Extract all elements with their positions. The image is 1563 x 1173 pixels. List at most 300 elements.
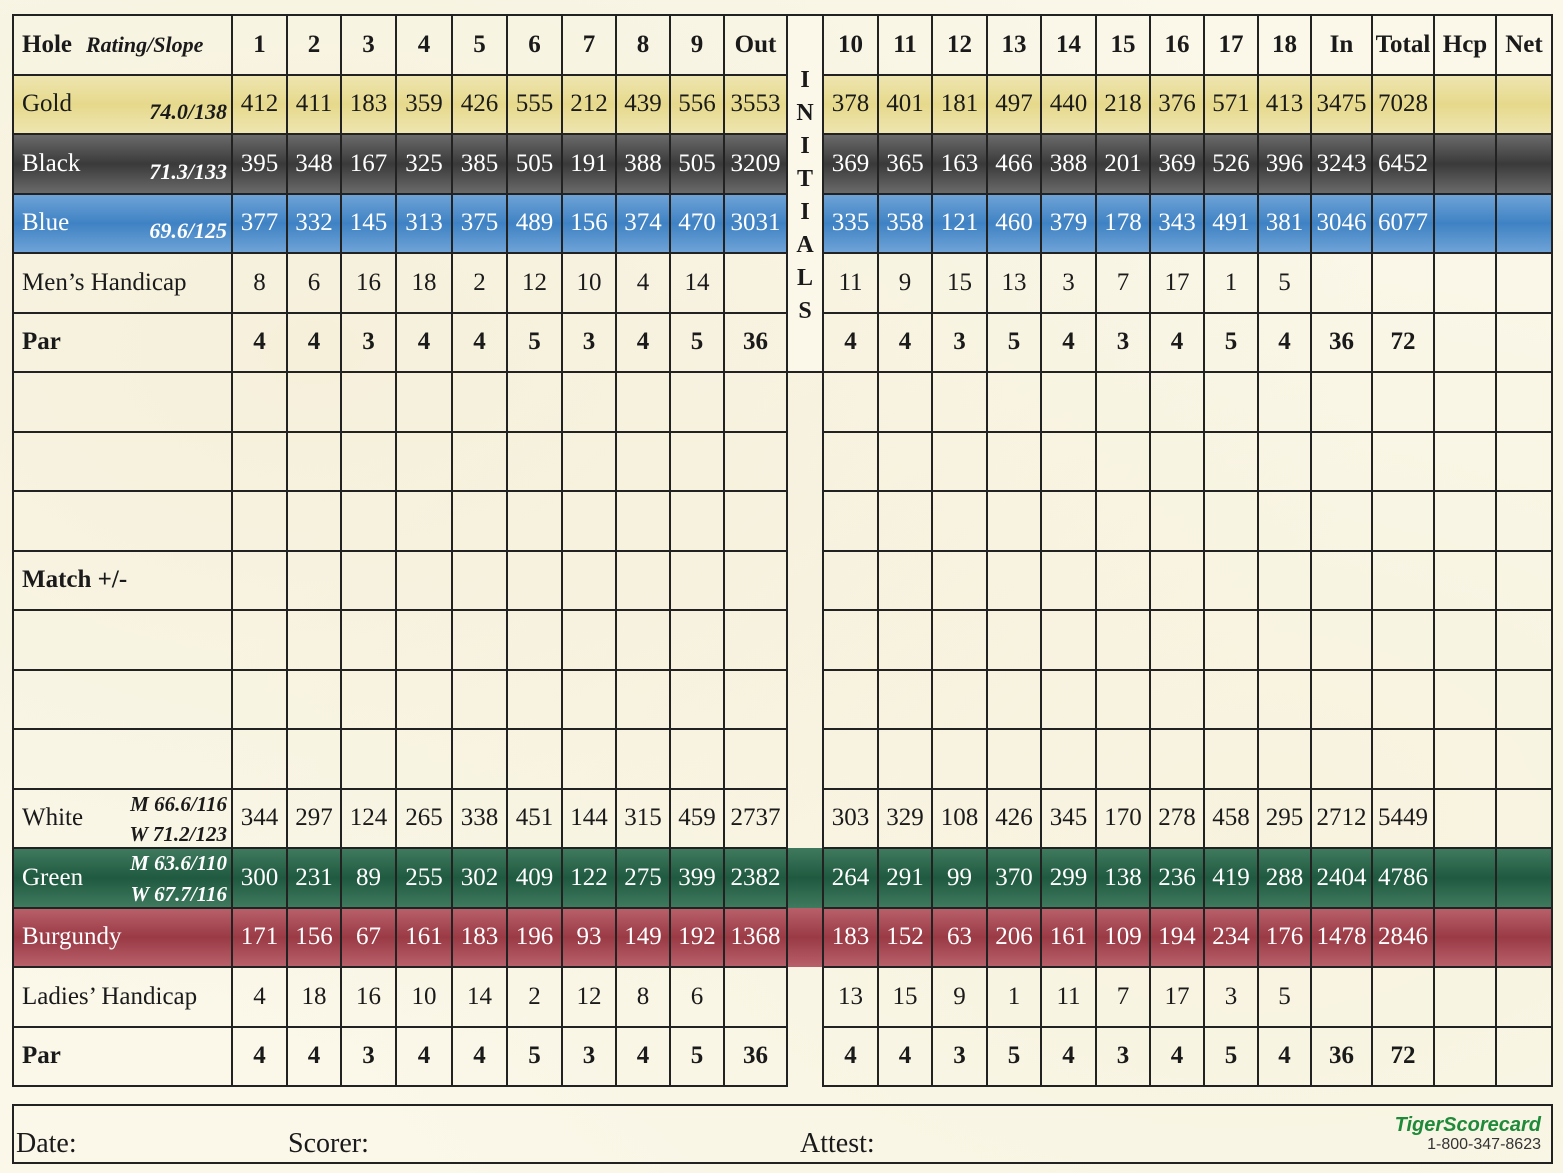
cell: 3 — [932, 313, 987, 373]
cell: 3046 — [1311, 194, 1372, 254]
score-cell[interactable] — [341, 729, 396, 789]
cell: 526 — [1204, 134, 1258, 194]
score-cell[interactable] — [562, 491, 616, 551]
score-cell[interactable] — [1258, 551, 1311, 611]
score-cell[interactable] — [287, 372, 341, 432]
score-cell[interactable] — [724, 610, 787, 670]
score-cell[interactable] — [1372, 491, 1434, 551]
cell: 7 — [562, 15, 616, 75]
cell: 378 — [823, 75, 878, 135]
score-cell[interactable] — [616, 432, 670, 492]
score-cell[interactable] — [1258, 670, 1311, 730]
score-cell[interactable] — [1096, 491, 1150, 551]
score-cell[interactable] — [1204, 551, 1258, 611]
cell: 379 — [1041, 194, 1096, 254]
score-cell[interactable] — [452, 432, 507, 492]
score-cell[interactable] — [823, 491, 878, 551]
score-cell[interactable] — [670, 670, 724, 730]
player-score-row-label[interactable] — [13, 372, 232, 432]
cell: 36 — [1311, 1027, 1372, 1087]
initials-cell[interactable] — [787, 967, 823, 1027]
rating-slope-header: Rating/Slope — [86, 31, 204, 57]
cell: 161 — [396, 908, 452, 968]
score-cell[interactable] — [932, 610, 987, 670]
score-cell[interactable] — [670, 372, 724, 432]
score-cell[interactable] — [452, 372, 507, 432]
score-cell[interactable] — [287, 551, 341, 611]
score-cell[interactable] — [1311, 670, 1372, 730]
score-cell[interactable] — [1150, 610, 1204, 670]
cell: 374 — [616, 194, 670, 254]
score-cell[interactable] — [1311, 610, 1372, 670]
score-cell[interactable] — [987, 432, 1041, 492]
cell — [1372, 967, 1434, 1027]
score-cell[interactable] — [452, 491, 507, 551]
cell: 3475 — [1311, 75, 1372, 135]
score-cell[interactable] — [878, 729, 932, 789]
cell: 167 — [341, 134, 396, 194]
score-cell[interactable] — [562, 372, 616, 432]
gold-rating-slope: 74.0/138 — [149, 99, 227, 124]
score-cell[interactable] — [724, 670, 787, 730]
cell: 3209 — [724, 134, 787, 194]
cell: 4 — [232, 1027, 287, 1087]
score-cell[interactable] — [341, 372, 396, 432]
cell: 144 — [562, 789, 616, 849]
score-cell[interactable] — [616, 372, 670, 432]
cell: 4 — [1150, 1027, 1204, 1087]
cell: 63 — [932, 908, 987, 968]
score-cell[interactable] — [616, 551, 670, 611]
score-cell[interactable] — [287, 729, 341, 789]
score-cell[interactable] — [670, 491, 724, 551]
score-cell[interactable] — [724, 432, 787, 492]
score-cell[interactable] — [670, 610, 724, 670]
cell: 459 — [670, 789, 724, 849]
cell: 212 — [562, 75, 616, 135]
cell: 5 — [670, 1027, 724, 1087]
cell: 194 — [1150, 908, 1204, 968]
cell: 17 — [1150, 967, 1204, 1027]
score-cell[interactable] — [396, 670, 452, 730]
cell: 109 — [1096, 908, 1150, 968]
blue-tee-row — [13, 194, 1552, 254]
score-cell[interactable] — [932, 729, 987, 789]
burgundy-tee-name: Burgundy — [22, 923, 122, 951]
cell: 14 — [452, 967, 507, 1027]
cell: 9 — [878, 253, 932, 313]
score-cell[interactable] — [1150, 432, 1204, 492]
cell: 345 — [1041, 789, 1096, 849]
score-cell[interactable] — [1496, 670, 1552, 730]
cell: In — [1311, 15, 1372, 75]
score-cell[interactable] — [1372, 729, 1434, 789]
cell: 426 — [452, 75, 507, 135]
cell: 409 — [507, 848, 562, 908]
cell: 4 — [823, 313, 878, 373]
score-cell[interactable] — [1258, 610, 1311, 670]
score-cell[interactable] — [341, 432, 396, 492]
cell: 15 — [878, 967, 932, 1027]
score-cell[interactable] — [1096, 670, 1150, 730]
score-cell[interactable] — [1096, 551, 1150, 611]
score-cell[interactable] — [232, 610, 287, 670]
score-cell[interactable] — [452, 670, 507, 730]
cell: 218 — [1096, 75, 1150, 135]
score-cell[interactable] — [396, 551, 452, 611]
score-cell[interactable] — [562, 610, 616, 670]
cell: 12 — [562, 967, 616, 1027]
player-score-row — [13, 670, 1552, 730]
cell — [1434, 908, 1496, 968]
score-cell[interactable] — [987, 610, 1041, 670]
score-cell[interactable] — [878, 372, 932, 432]
score-cell[interactable] — [616, 491, 670, 551]
cell: 396 — [1258, 134, 1311, 194]
score-cell[interactable] — [724, 491, 787, 551]
score-cell[interactable] — [1150, 729, 1204, 789]
green-tee-name: Green — [22, 863, 84, 891]
score-cell[interactable] — [507, 729, 562, 789]
score-cell[interactable] — [1496, 610, 1552, 670]
initials-cell[interactable] — [787, 670, 823, 730]
score-cell[interactable] — [1041, 551, 1096, 611]
player-score-row-label[interactable] — [13, 491, 232, 551]
par-row-bottom-label — [13, 1027, 232, 1087]
cell: 163 — [932, 134, 987, 194]
cell: 4786 — [1372, 848, 1434, 908]
black-tee-name: Black — [22, 149, 81, 177]
score-cell[interactable] — [232, 491, 287, 551]
cell: 440 — [1041, 75, 1096, 135]
score-cell[interactable] — [1041, 729, 1096, 789]
score-cell[interactable] — [1041, 491, 1096, 551]
score-cell[interactable] — [507, 551, 562, 611]
score-cell[interactable] — [932, 551, 987, 611]
score-cell[interactable] — [287, 491, 341, 551]
score-cell[interactable] — [823, 432, 878, 492]
score-cell[interactable] — [1041, 432, 1096, 492]
score-cell[interactable] — [396, 729, 452, 789]
score-cell[interactable] — [396, 491, 452, 551]
score-cell[interactable] — [232, 432, 287, 492]
score-cell[interactable] — [507, 372, 562, 432]
score-cell[interactable] — [341, 491, 396, 551]
score-cell[interactable] — [1434, 551, 1496, 611]
cell: 4 — [287, 1027, 341, 1087]
cell: 15 — [932, 253, 987, 313]
score-cell[interactable] — [452, 551, 507, 611]
score-cell[interactable] — [670, 729, 724, 789]
cell: 178 — [1096, 194, 1150, 254]
score-cell[interactable] — [396, 610, 452, 670]
score-cell[interactable] — [1434, 610, 1496, 670]
score-cell[interactable] — [562, 551, 616, 611]
cell: 358 — [878, 194, 932, 254]
score-cell[interactable] — [287, 670, 341, 730]
player-score-row-label[interactable] — [13, 610, 232, 670]
initials-cell[interactable] — [787, 848, 823, 908]
black-tee-row — [13, 134, 1552, 194]
cell: 571 — [1204, 75, 1258, 135]
initials-cell[interactable] — [787, 729, 823, 789]
player-score-row-label[interactable] — [13, 432, 232, 492]
player-score-row-label[interactable] — [13, 670, 232, 730]
initials-letter: I — [800, 67, 810, 93]
cell: 14 — [670, 253, 724, 313]
white-men-rating: M 66.6/116 — [130, 791, 227, 816]
score-cell[interactable] — [823, 551, 878, 611]
cell — [1434, 134, 1496, 194]
cell: 3 — [1041, 253, 1096, 313]
score-cell[interactable] — [1096, 610, 1150, 670]
cell: 183 — [823, 908, 878, 968]
score-cell[interactable] — [878, 491, 932, 551]
cell: 13 — [987, 15, 1041, 75]
score-cell[interactable] — [724, 551, 787, 611]
initials-cell[interactable] — [787, 491, 823, 551]
score-cell[interactable] — [1311, 491, 1372, 551]
score-cell[interactable] — [341, 610, 396, 670]
player-score-row-label[interactable] — [13, 729, 232, 789]
cell: 36 — [724, 1027, 787, 1087]
score-cell[interactable] — [1434, 729, 1496, 789]
score-cell[interactable] — [1041, 610, 1096, 670]
cell: 67 — [341, 908, 396, 968]
cell: Out — [724, 15, 787, 75]
black-tee-row-label — [13, 134, 232, 194]
score-cell[interactable] — [1204, 491, 1258, 551]
cell: 4 — [1041, 313, 1096, 373]
cell — [1434, 789, 1496, 849]
score-cell[interactable] — [1150, 491, 1204, 551]
cell: 370 — [987, 848, 1041, 908]
score-cell[interactable] — [1372, 432, 1434, 492]
score-cell[interactable] — [1434, 491, 1496, 551]
score-cell[interactable] — [987, 372, 1041, 432]
score-cell[interactable] — [1496, 729, 1552, 789]
score-cell[interactable] — [823, 372, 878, 432]
score-cell[interactable] — [396, 432, 452, 492]
score-cell[interactable] — [616, 610, 670, 670]
score-cell[interactable] — [287, 432, 341, 492]
date-label: Date: — [16, 1128, 77, 1159]
score-cell[interactable] — [341, 551, 396, 611]
tiger-scorecard-logo — [1395, 1114, 1541, 1154]
cell: 4 — [287, 313, 341, 373]
score-cell[interactable] — [287, 610, 341, 670]
score-cell[interactable] — [232, 372, 287, 432]
cell: 9 — [932, 967, 987, 1027]
score-cell[interactable] — [1434, 432, 1496, 492]
score-cell[interactable] — [1204, 729, 1258, 789]
score-cell[interactable] — [1434, 670, 1496, 730]
cell: 72 — [1372, 1027, 1434, 1087]
score-cell[interactable] — [878, 551, 932, 611]
score-cell[interactable] — [232, 551, 287, 611]
score-cell[interactable] — [1372, 610, 1434, 670]
scorecard-table — [12, 14, 1553, 1087]
cell: 381 — [1258, 194, 1311, 254]
cell: 359 — [396, 75, 452, 135]
cell: 11 — [878, 15, 932, 75]
cell: 1 — [1204, 253, 1258, 313]
score-cell[interactable] — [562, 670, 616, 730]
cell: 5 — [1204, 313, 1258, 373]
cell: 458 — [1204, 789, 1258, 849]
cell: 388 — [616, 134, 670, 194]
score-cell[interactable] — [987, 729, 1041, 789]
score-cell[interactable] — [724, 372, 787, 432]
score-cell[interactable] — [1311, 372, 1372, 432]
score-cell[interactable] — [1096, 729, 1150, 789]
score-cell[interactable] — [232, 670, 287, 730]
score-cell[interactable] — [1041, 670, 1096, 730]
score-cell[interactable] — [1204, 432, 1258, 492]
score-cell[interactable] — [1150, 372, 1204, 432]
initials-cell[interactable] — [787, 432, 823, 492]
score-cell[interactable] — [1150, 670, 1204, 730]
initials-cell[interactable] — [787, 908, 823, 968]
cell: 93 — [562, 908, 616, 968]
cell — [1496, 967, 1552, 1027]
cell: 192 — [670, 908, 724, 968]
score-cell[interactable] — [878, 610, 932, 670]
score-cell[interactable] — [1372, 551, 1434, 611]
score-cell[interactable] — [507, 610, 562, 670]
green-tee-row-label — [13, 848, 232, 908]
score-cell[interactable] — [452, 610, 507, 670]
score-cell[interactable] — [1372, 670, 1434, 730]
score-cell[interactable] — [932, 372, 987, 432]
score-cell[interactable] — [1204, 670, 1258, 730]
score-cell[interactable] — [1496, 551, 1552, 611]
score-cell[interactable] — [1496, 491, 1552, 551]
green-men-rating: M 63.6/110 — [130, 851, 227, 875]
score-cell[interactable] — [452, 729, 507, 789]
score-cell[interactable] — [616, 670, 670, 730]
score-cell[interactable] — [341, 670, 396, 730]
cell: 231 — [287, 848, 341, 908]
cell: 15 — [1096, 15, 1150, 75]
cell — [1311, 253, 1372, 313]
cell: 8 — [616, 15, 670, 75]
score-cell[interactable] — [562, 729, 616, 789]
cell — [1372, 253, 1434, 313]
cell: 181 — [932, 75, 987, 135]
score-cell[interactable] — [507, 432, 562, 492]
match-row-label — [13, 551, 232, 611]
cell: 338 — [452, 789, 507, 849]
score-cell[interactable] — [507, 670, 562, 730]
cell: 13 — [987, 253, 1041, 313]
score-cell[interactable] — [1041, 372, 1096, 432]
score-cell[interactable] — [1258, 729, 1311, 789]
score-cell[interactable] — [878, 670, 932, 730]
score-cell[interactable] — [987, 670, 1041, 730]
cell: 411 — [287, 75, 341, 135]
score-cell[interactable] — [507, 491, 562, 551]
signature-footer — [12, 1104, 1553, 1164]
score-cell[interactable] — [932, 670, 987, 730]
score-cell[interactable] — [823, 610, 878, 670]
cell — [1434, 967, 1496, 1027]
score-cell[interactable] — [1496, 372, 1552, 432]
cell: 426 — [987, 789, 1041, 849]
score-cell[interactable] — [878, 432, 932, 492]
score-cell[interactable] — [562, 432, 616, 492]
score-cell[interactable] — [1496, 432, 1552, 492]
initials-cell[interactable] — [787, 551, 823, 611]
score-cell[interactable] — [1258, 432, 1311, 492]
initials-cell[interactable] — [787, 372, 823, 432]
score-cell[interactable] — [1311, 551, 1372, 611]
score-cell[interactable] — [1204, 372, 1258, 432]
initials-cell[interactable] — [787, 1027, 823, 1087]
score-cell[interactable] — [1311, 729, 1372, 789]
cell: 6 — [287, 253, 341, 313]
score-cell[interactable] — [932, 491, 987, 551]
cell — [1496, 75, 1552, 135]
cell: 3 — [341, 313, 396, 373]
score-cell[interactable] — [670, 551, 724, 611]
score-cell[interactable] — [670, 432, 724, 492]
score-cell[interactable] — [1258, 372, 1311, 432]
cell: 236 — [1150, 848, 1204, 908]
cell: 3 — [341, 15, 396, 75]
score-cell[interactable] — [232, 729, 287, 789]
score-cell[interactable] — [987, 551, 1041, 611]
score-cell[interactable] — [1372, 372, 1434, 432]
score-cell[interactable] — [396, 372, 452, 432]
initials-cell[interactable] — [787, 789, 823, 849]
cell: 4 — [878, 1027, 932, 1087]
score-cell[interactable] — [1311, 432, 1372, 492]
par-label: Par — [22, 1042, 61, 1070]
initials-letter: L — [796, 265, 813, 291]
cell: 36 — [724, 313, 787, 373]
cell: 2 — [452, 253, 507, 313]
cell: 4 — [616, 313, 670, 373]
score-cell[interactable] — [1096, 372, 1150, 432]
cell: 12 — [932, 15, 987, 75]
score-cell[interactable] — [724, 729, 787, 789]
blue-tee-name: Blue — [22, 209, 70, 237]
score-cell[interactable] — [1204, 610, 1258, 670]
score-cell[interactable] — [1096, 432, 1150, 492]
cell: 16 — [1150, 15, 1204, 75]
mens-handicap-label: Men’s Handicap — [22, 268, 187, 296]
score-cell[interactable] — [1258, 491, 1311, 551]
gold-tee-name: Gold — [22, 90, 72, 118]
score-cell[interactable] — [616, 729, 670, 789]
initials-cell[interactable] — [787, 610, 823, 670]
cell: 1 — [987, 967, 1041, 1027]
score-cell[interactable] — [1150, 551, 1204, 611]
cell: 4 — [1258, 313, 1311, 373]
score-cell[interactable] — [823, 670, 878, 730]
score-cell[interactable] — [1434, 372, 1496, 432]
cell: 72 — [1372, 313, 1434, 373]
score-cell[interactable] — [987, 491, 1041, 551]
cell: 89 — [341, 848, 396, 908]
score-cell[interactable] — [823, 729, 878, 789]
cell: 288 — [1258, 848, 1311, 908]
cell: 4 — [616, 253, 670, 313]
cell: 344 — [232, 789, 287, 849]
score-cell[interactable] — [932, 432, 987, 492]
cell: 329 — [878, 789, 932, 849]
